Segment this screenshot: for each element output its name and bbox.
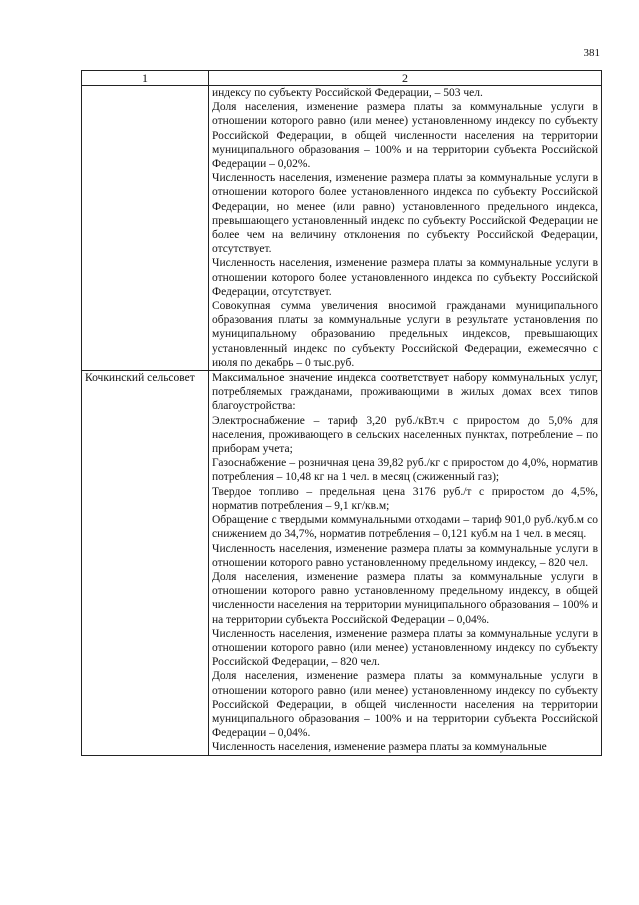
paragraph: Численность населения, изменение размера платы за коммунальные услуги в отношении которого более установленного индекса по субъекту Российской Федерации, но менее (или равно) установленного предельного индекса, превышающего установленный индекс по субъекту Российской Федерации не более чем на величину отклонения по субъекту Российской Федерации, отсутствует. <box>212 172 598 256</box>
description-cell <box>209 86 602 371</box>
paragraph: Электроснабжение – тариф 3,20 руб./кВт.ч с приростом до 5,0% для населения, проживающего в сельских населенных пунктах, потребление – по приборам учета; <box>212 414 598 456</box>
column-header-2: 2 <box>209 71 602 86</box>
paragraph: Доля населения, изменение размера платы за коммунальные услуги в отношении которого равно установленному предельному индексу, в общей численности населения на территории муниципального образования – 100% и на территории субъекта Российской Федерации – 0,04%. <box>212 570 598 626</box>
table-header-row <box>82 71 602 86</box>
paragraph: Твердое топливо – предельная цена 3176 руб./т с приростом до 4,5%, норматив потребления – 9,1 кг/кв.м; <box>212 485 598 512</box>
paragraph: Численность населения, изменение размера платы за коммунальные <box>212 741 547 754</box>
paragraph: Обращение с твердыми коммунальными отходами – тариф 901,0 руб./куб.м со снижением до 34,7%, норматив потребления – 0,121 куб.м на 1 чел. в месяц. <box>212 514 598 541</box>
paragraph: Максимальное значение индекса соответствует набору коммунальных услуг, потребляемых гражданами, проживающими в жилых домах всех типов благоустройства: <box>212 372 598 413</box>
paragraph: Численность населения, изменение размера платы за коммунальные услуги в отношении которого равно (или менее) установленному индексу по субъекту Российской Федерации, – 820 чел. <box>212 627 598 669</box>
paragraph: Газоснабжение – розничная цена 39,82 руб./кг с приростом до 4,0%, норматив потребления – 10,48 кг на 1 чел. в месяц (сжиженный газ); <box>212 457 598 484</box>
paragraph: Численность населения, изменение размера платы за коммунальные услуги в отношении которого равно установленному предельному индексу, – 820 чел. <box>212 542 598 569</box>
municipal-index-table <box>81 70 602 756</box>
table-row <box>82 86 602 371</box>
page-number: 381 <box>583 47 600 59</box>
municipality-cell <box>82 86 209 371</box>
description-cell <box>209 371 602 755</box>
paragraph: Доля населения, изменение размера платы за коммунальные услуги в отношении которого равно (или менее) установленному индексу по субъекту Российской Федерации, в общей численности населения на территории муниципального образования – 100% и на территории субъекта Российской Федерации – 0,02%. <box>212 101 598 171</box>
paragraph: Численность населения, изменение размера платы за коммунальные услуги в отношении которого более установленного индекса по субъекту Российской Федерации, отсутствует. <box>212 257 598 298</box>
paragraph: Доля населения, изменение размера платы за коммунальные услуги в отношении которого равно (или менее) установленному индексу по субъекту Российской Федерации, в общей численности населения на территории муниципального образования – 100% и на территории субъекта Российской Федерации – 0,04%. <box>212 670 598 740</box>
paragraph: Совокупная сумма увеличения вносимой гражданами муниципального образования платы за коммунальные услуги в результате установления по муниципальному образованию предельных индексов, превышающих установленный индекс по субъекту Российской Федерации, ежемесячно с июля по декабрь – 0 тыс.руб. <box>212 300 598 369</box>
municipality-cell: Кочкинский сельсовет <box>82 371 209 755</box>
paragraph: индексу по субъекту Российской Федерации, – 503 чел. <box>212 87 483 99</box>
page-bottom-margin <box>0 862 639 905</box>
table-row <box>82 371 602 755</box>
column-header-1: 1 <box>82 71 209 86</box>
